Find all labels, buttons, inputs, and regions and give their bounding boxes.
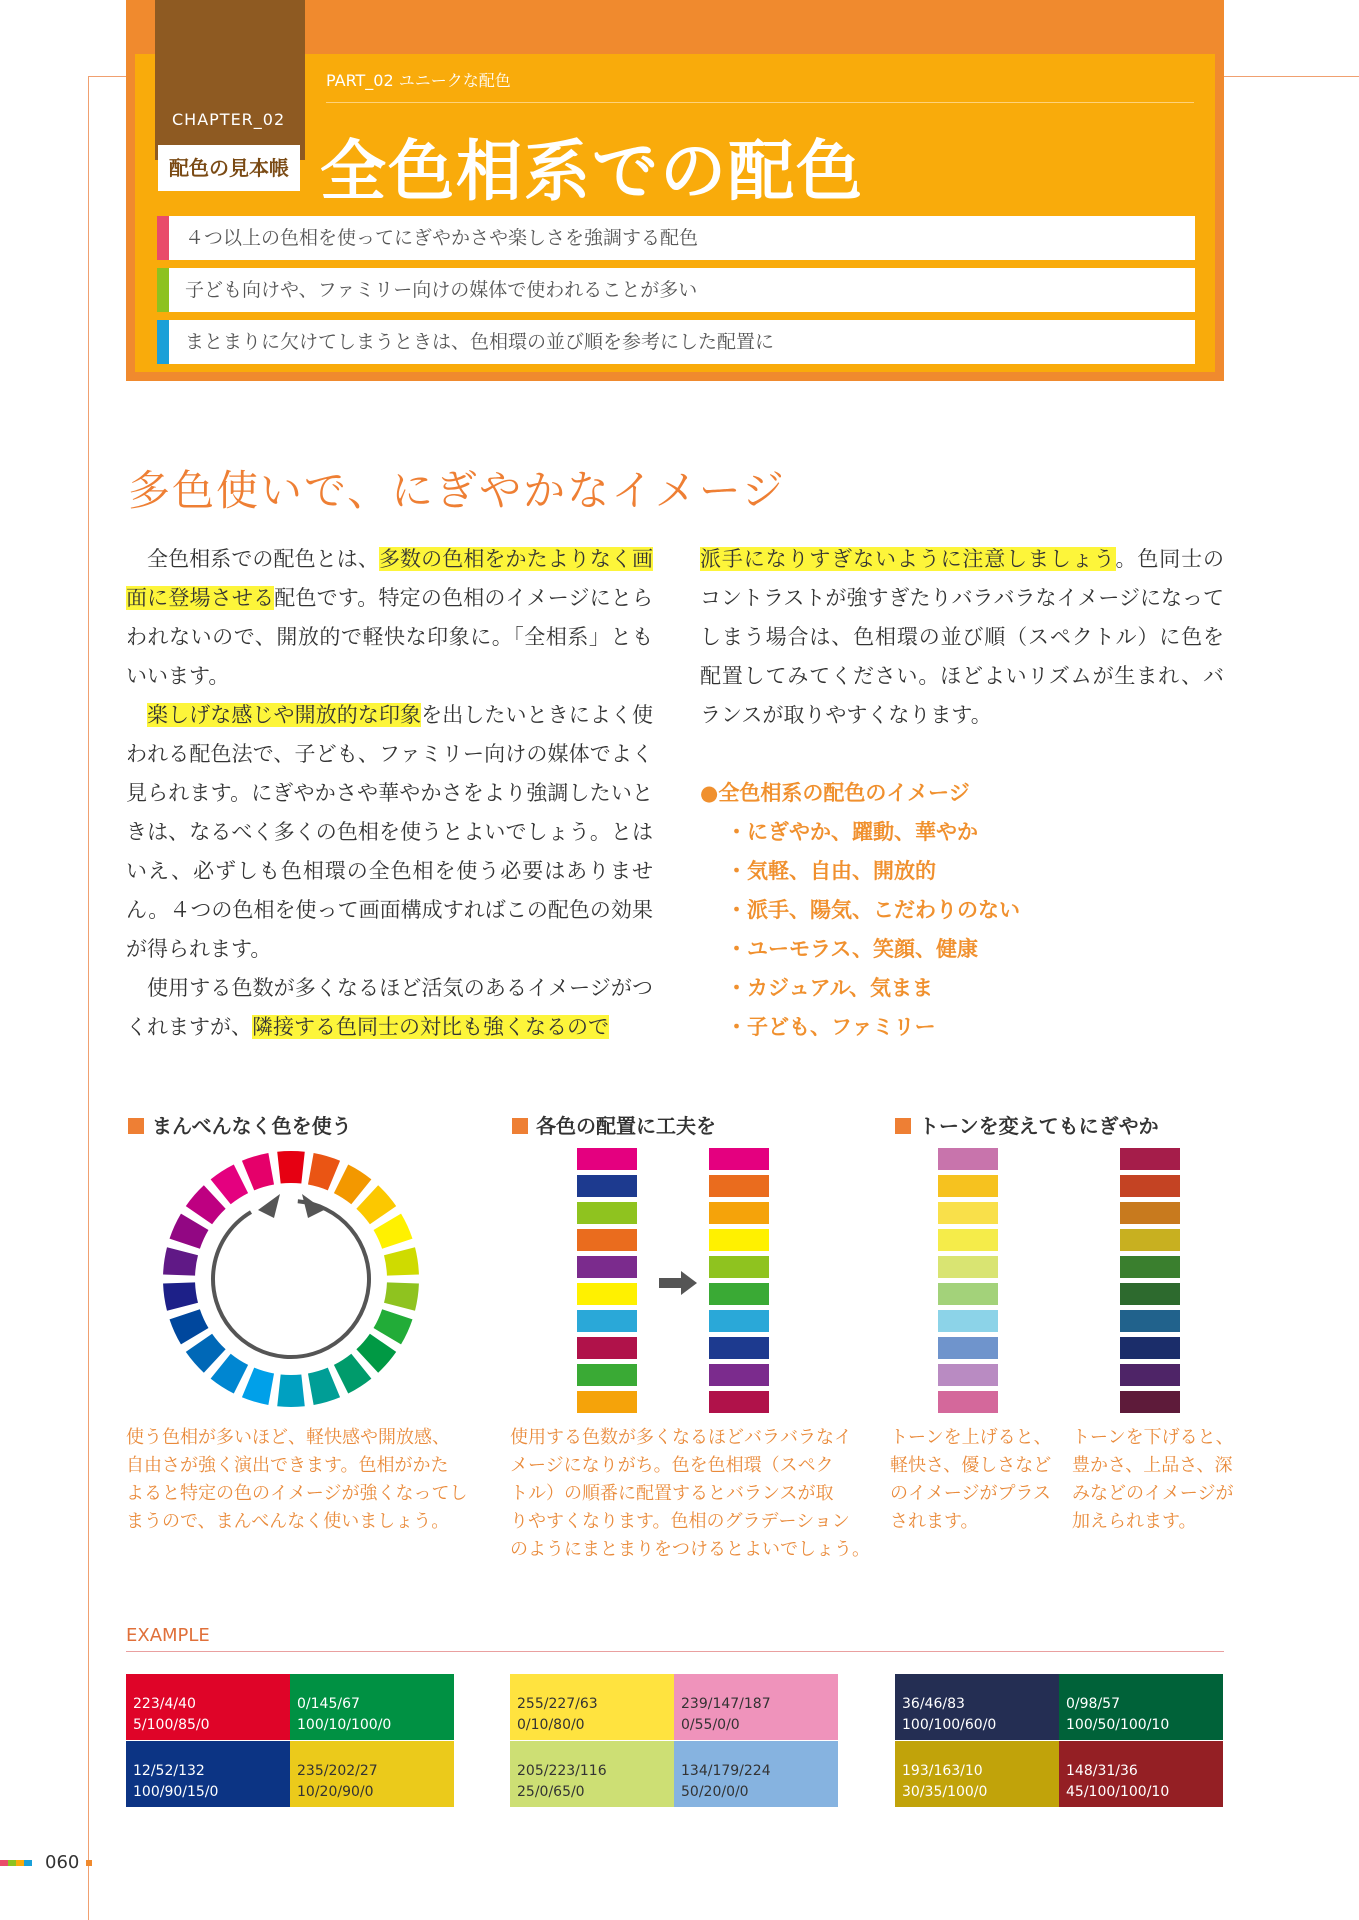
swatch-rgb: 0/98/57 [1066,1696,1120,1712]
caption-line: トーンを下げると、 [1072,1427,1234,1448]
color-swatch [709,1283,769,1305]
wheel-segment [374,1309,413,1344]
color-stack-random [577,1148,637,1418]
wheel-segment [374,1214,413,1249]
wheel-segment [242,1368,274,1405]
color-swatch [1120,1175,1180,1197]
body-text: を出したいときによく使われる配色法で、子ども、ファミリー向けの媒体でよく見られます。にぎやかさや華やかさをより強調したいときは、なるべく多くの色相を使うとよいでしょう。とはいえ、必ずしも色相環の全色相を使う必要はありません。４つの色相を使って画面構成すればこの配色の効果が得られます。 [126,703,654,961]
wheel-segment [211,1164,248,1204]
image-list-item: ・子ども、ファミリー [726,1015,936,1039]
wheel-segment [163,1282,198,1310]
color-swatch [709,1175,769,1197]
example-swatch [1059,1674,1223,1740]
body-paragraph-3 [126,969,653,1047]
square-icon [895,1118,911,1134]
example-swatch [1059,1741,1223,1807]
color-swatch [1120,1229,1180,1251]
diagram-title-3 [895,1110,1159,1139]
color-swatch [1120,1283,1180,1305]
page-number: 060 [45,1852,80,1873]
color-swatch [938,1256,998,1278]
swatch-rgb: 205/223/116 [517,1763,607,1779]
color-swatch [577,1337,637,1359]
example-swatch [290,1741,454,1807]
wheel-segment [334,1164,371,1204]
wheel-segment [211,1354,248,1394]
swatch-cmyk: 0/55/0/0 [681,1717,740,1733]
color-swatch [938,1202,998,1224]
wheel-segment [356,1334,396,1373]
color-swatch [1120,1364,1180,1386]
wheel-segment [356,1185,396,1224]
wheel-segment [277,1151,305,1184]
body-paragraph-1 [126,540,653,696]
example-swatch [674,1674,838,1740]
color-swatch [577,1229,637,1251]
caption-line: 自由さが強く演出できます。色相がかた [126,1455,449,1476]
color-swatch [577,1256,637,1278]
chapter-tab [155,0,305,160]
page-bar [24,1860,32,1866]
example-swatch [510,1741,674,1807]
example-swatch [126,1741,290,1807]
example-label: EXAMPLE [126,1625,210,1646]
bullet-text: ４つ以上の色相を使ってにぎやかさや楽しさを強調する配色 [185,227,699,249]
swatch-rgb: 36/46/83 [902,1696,965,1712]
swatch-rgb: 255/227/63 [517,1696,598,1712]
color-swatch [577,1310,637,1332]
caption-line: まうので、まんべんなく使いましょう。 [126,1511,450,1532]
square-icon [512,1118,528,1134]
bullet-color-mark [157,216,169,260]
swatch-rgb: 223/4/40 [133,1696,196,1712]
bullet-text: まとまりに欠けてしまうときは、色相環の並び順を参考にした配置に [185,331,775,353]
bullet-color-mark [157,268,169,312]
body-paragraph-4 [700,540,1224,735]
example-swatch [895,1741,1059,1807]
color-swatch [938,1310,998,1332]
example-divider [126,1651,1224,1652]
highlight-text: 派手になりすぎないように注意しましょう [700,547,1116,571]
color-swatch [709,1229,769,1251]
example-swatch [895,1674,1059,1740]
swatch-cmyk: 30/35/100/0 [902,1784,988,1800]
image-list-item: ・派手、陽気、こだわりのない [726,898,1020,922]
swatch-cmyk: 10/20/90/0 [297,1784,374,1800]
swatch-rgb: 193/163/10 [902,1763,983,1779]
swatch-cmyk: 100/10/100/0 [297,1717,392,1733]
bullet-text: 子ども向けや、ファミリー向けの媒体で使われることが多い [185,279,698,301]
diagram-caption-1 [126,1424,467,1536]
swatch-cmyk: 5/100/85/0 [133,1717,210,1733]
diagram-title-2 [512,1110,716,1139]
caption-line: りやすくなります。色相のグラデーション [510,1511,850,1532]
diagram-caption-3-right [1072,1424,1234,1536]
caption-line: のようにまとまりをつけるとよいでしょう。 [510,1539,870,1560]
diagram-title-text: まんべんなく色を使う [152,1114,352,1138]
color-swatch [1120,1256,1180,1278]
color-swatch [709,1148,769,1170]
diagram-caption-3-left [890,1424,1052,1536]
page-bar [16,1860,24,1866]
wheel-segment [170,1214,209,1249]
color-stack-dark [1120,1148,1180,1418]
color-swatch [709,1391,769,1413]
diagram-title-text: 各色の配置に工夫を [536,1114,716,1138]
swatch-cmyk: 45/100/100/10 [1066,1784,1170,1800]
caption-line: トル）の順番に配置するとバランスが取 [510,1483,834,1504]
color-swatch [1120,1337,1180,1359]
caption-line: されます。 [890,1511,979,1532]
part-label: PART_02 ユニークな配色 [326,71,511,90]
color-stack-light [938,1148,998,1418]
image-list-item: ・にぎやか、躍動、華やか [726,820,978,844]
caption-line: のイメージがプラス [890,1483,1051,1504]
color-swatch [577,1175,637,1197]
color-swatch [709,1202,769,1224]
diagram-title-1 [128,1110,352,1139]
highlight-text: 楽しげな感じや開放的な印象 [147,703,422,727]
caption-line: 豊かさ、上品さ、深 [1072,1455,1233,1476]
wheel-segment [242,1153,274,1190]
wheel-segment [384,1282,419,1310]
color-swatch [577,1391,637,1413]
highlight-text: 画面に登場させる [126,547,654,610]
color-swatch [709,1310,769,1332]
image-list-item: ・気軽、自由、開放的 [726,859,936,883]
caption-line: 軽快さ、優しさなど [890,1455,1052,1476]
color-swatch [938,1229,998,1251]
caption-line: メージになりがち。色を色相環（スペク [510,1455,834,1476]
swatch-cmyk: 100/90/15/0 [133,1784,219,1800]
diagram-title-text: トーンを変えてもにぎやか [919,1114,1159,1138]
color-swatch [938,1364,998,1386]
page-bar [86,1860,92,1866]
color-swatch [577,1202,637,1224]
caption-line: みなどのイメージが [1072,1483,1234,1504]
square-icon [128,1118,144,1134]
swatch-rgb: 148/31/36 [1066,1763,1138,1779]
wheel-segment [308,1368,340,1405]
color-swatch [1120,1391,1180,1413]
color-stack-ordered [709,1148,769,1418]
wheel-segment [384,1247,419,1275]
color-swatch [709,1256,769,1278]
body-text: 全色相系での配色とは、 [147,547,379,571]
page-bar [0,1860,8,1866]
body-text: 。色同士のコントラストが強すぎたりバラバラなイメージになってしまう場合は、色相環の並び順（スペクトル）に色を配置してみてください。ほどよいリズムが生まれ、バランスが取りやすくなります。 [700,547,1225,727]
caption-line: よると特定の色のイメージが強くなってし [126,1483,468,1504]
color-swatch [1120,1202,1180,1224]
wheel-segment [308,1153,340,1190]
header-bullet [157,216,1195,260]
swatch-rgb: 235/202/27 [297,1763,378,1779]
page-title: 全色相系での配色 [320,133,864,210]
image-list-item: ・カジュアル、気まま [726,976,934,1000]
page-margin-line [88,76,89,1920]
arrow-head-icon [258,1194,280,1218]
swatch-rgb: 239/147/187 [681,1696,771,1712]
header-bullet [157,320,1195,364]
wheel-segment [170,1309,209,1344]
wheel-segment [186,1185,226,1224]
swatch-rgb: 134/179/224 [681,1763,771,1779]
chapter-number: CHAPTER_02 [172,110,286,129]
section-title: 多色使いで、にぎやかなイメージ [128,466,786,515]
page-bar [8,1860,16,1866]
caption-line: 使う色相が多いほど、軽快感や開放感、 [126,1427,450,1448]
wheel-segment [334,1354,371,1394]
swatch-rgb: 0/145/67 [297,1696,360,1712]
cycle-arrow-ring [206,1194,375,1363]
example-swatch [674,1741,838,1807]
chapter-label: 配色の見本帳 [158,145,300,191]
swatch-cmyk: 0/10/80/0 [517,1717,585,1733]
header-rule-left [88,76,126,77]
image-list-item: ・ユーモラス、笑顔、健康 [726,937,978,961]
swatch-cmyk: 50/20/0/0 [681,1784,749,1800]
highlight-text: 隣接する色同士の対比も強くなるので [252,1015,609,1039]
diagram-caption-2 [510,1424,870,1564]
swatch-rgb: 12/52/132 [133,1763,205,1779]
right-arrow-icon [659,1271,697,1295]
caption-line: トーンを上げると、 [890,1427,1052,1448]
part-divider [326,102,1194,103]
example-swatch [290,1674,454,1740]
color-wheel [160,1148,422,1410]
color-swatch [938,1175,998,1197]
color-swatch [938,1337,998,1359]
color-swatch [1120,1148,1180,1170]
color-swatch [577,1364,637,1386]
header-bullet [157,268,1195,312]
example-swatch [510,1674,674,1740]
body-paragraph-2 [126,696,653,969]
wheel-segment [277,1374,305,1407]
body-text: 配色です。特定の色相のイメージにとらわれないので、開放的で軽快な印象に。「全相系」ともいいます。 [126,586,653,688]
example-swatch [126,1674,290,1740]
header-rule-right [1224,76,1359,77]
color-swatch [938,1391,998,1413]
highlight-text: 多数の色相をかたよりなく [378,547,633,571]
color-swatch [709,1364,769,1386]
caption-line: 使用する色数が多くなるほどバラバラなイ [510,1427,852,1448]
image-list-heading: ●全色相系の配色のイメージ [700,781,970,805]
swatch-cmyk: 25/0/65/0 [517,1784,585,1800]
color-swatch [577,1283,637,1305]
wheel-segment [186,1334,226,1373]
swatch-cmyk: 100/50/100/10 [1066,1717,1170,1733]
caption-line: 加えられます。 [1072,1511,1197,1532]
body-text: 使用する色数が多くなるほど活気のあるイメージがつくれますが、 [126,976,653,1039]
bullet-color-mark [157,320,169,364]
color-swatch [1120,1310,1180,1332]
wheel-segment [163,1247,198,1275]
color-swatch [938,1148,998,1170]
swatch-cmyk: 100/100/60/0 [902,1717,997,1733]
color-swatch [577,1148,637,1170]
color-swatch [709,1337,769,1359]
color-swatch [938,1283,998,1305]
